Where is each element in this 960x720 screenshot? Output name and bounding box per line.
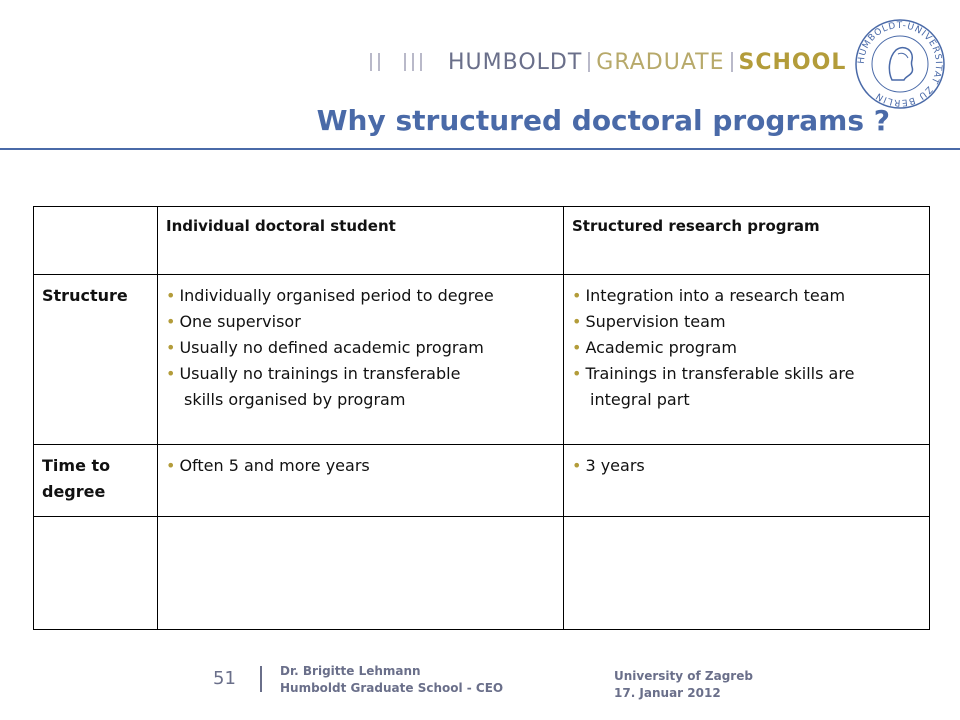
bullet-icon: • (166, 338, 176, 357)
time-structured-cell (564, 445, 930, 517)
bullet-icon: • (166, 312, 176, 331)
bullet-icon: • (572, 338, 582, 357)
header-individual-student: Individual doctoral student (158, 207, 564, 275)
list-item-continuation: skills organised by program (184, 390, 406, 409)
list-item: • Individually organised period to degree (166, 286, 494, 305)
header-empty-cell (34, 207, 158, 275)
brand-humboldt: HUMBOLDT (448, 49, 583, 75)
university-seal-logo (854, 18, 946, 110)
row-label-structure: Structure (34, 275, 158, 445)
empty-cell (564, 517, 930, 630)
brand-graduate: GRADUATE (596, 49, 725, 75)
structure-individual-cell (158, 275, 564, 445)
footer-divider (260, 666, 262, 692)
list-item: • Often 5 and more years (166, 456, 370, 475)
page-number: 51 (213, 668, 236, 689)
seal-text: HUMBOLDT-UNIVERSITÄT ZU BERLIN (856, 20, 944, 108)
footer-date: 17. Januar 2012 (614, 686, 721, 700)
list-item: • Trainings in transferable skills are (572, 364, 855, 383)
structure-structured-cell (564, 275, 930, 445)
row-label-time-to-degree: Time to degree (34, 445, 158, 517)
bullet-icon: • (572, 456, 582, 475)
bullet-icon: • (166, 286, 176, 305)
header-structured-program: Structured research program (564, 207, 930, 275)
footer-author: Dr. Brigitte Lehmann (280, 664, 421, 678)
list-item: • Supervision team (572, 312, 726, 331)
list-item: • Usually no defined academic program (166, 338, 484, 357)
empty-cell (34, 517, 158, 630)
page-title: Why structured doctoral programs ? (316, 104, 890, 137)
footer-role: Humboldt Graduate School - CEO (280, 681, 504, 695)
brand-wordmark (370, 48, 846, 76)
bullet-icon: • (166, 456, 176, 475)
brand-separator (731, 52, 733, 72)
bullet-icon: • (572, 286, 582, 305)
title-divider (0, 148, 960, 150)
comparison-table (33, 206, 930, 630)
list-item: • Integration into a research team (572, 286, 846, 305)
list-item: • Usually no trainings in transferable (166, 364, 461, 383)
time-individual-cell (158, 445, 564, 517)
list-item: • 3 years (572, 456, 645, 475)
list-item: • One supervisor (166, 312, 301, 331)
list-item-continuation: integral part (590, 390, 690, 409)
brand-school: SCHOOL (738, 49, 847, 75)
brand-separator (588, 52, 590, 72)
bullet-icon: • (572, 364, 582, 383)
footer-author-block (280, 663, 503, 697)
svg-text:HUMBOLDT-UNIVERSITÄT ZU BERLIN (857, 21, 943, 107)
empty-cell (158, 517, 564, 630)
bullet-icon: • (572, 312, 582, 331)
footer-venue-block (614, 668, 753, 702)
brand-bars-decoration (370, 53, 422, 71)
footer-venue: University of Zagreb (614, 669, 753, 683)
list-item: • Academic program (572, 338, 737, 357)
bullet-icon: • (166, 364, 176, 383)
